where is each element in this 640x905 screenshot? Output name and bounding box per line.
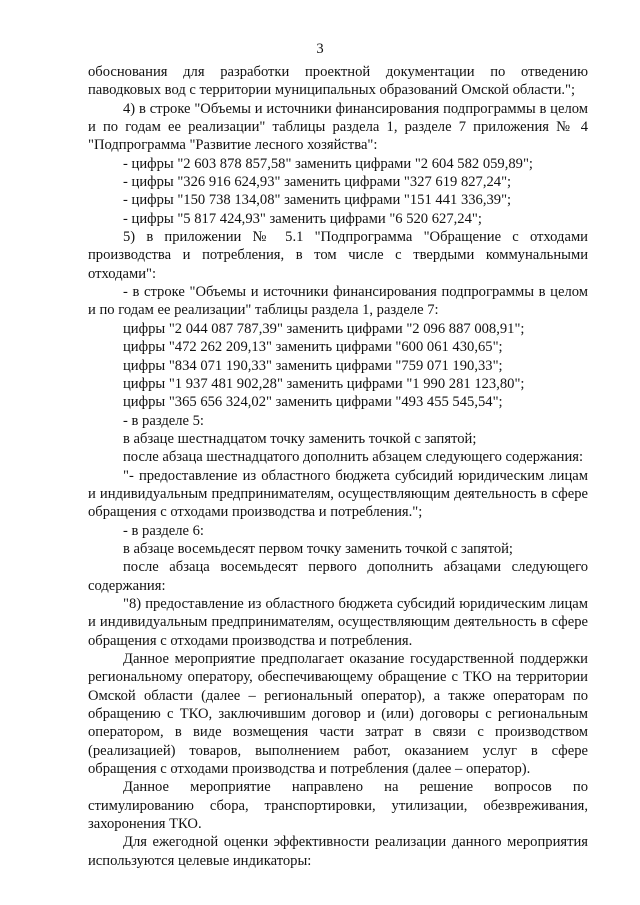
paragraph-18: - в разделе 6: [123, 522, 204, 539]
paragraph-14: - в разделе 5: [123, 412, 204, 429]
paragraph-3: - цифры "2 603 878 857,58" заменить цифрами "2 604 582 059,89"; [123, 155, 533, 172]
paragraph-6: - цифры "5 817 424,93" заменить цифрами "6 520 627,24"; [123, 210, 482, 227]
document-body [88, 63, 588, 870]
paragraph-10: цифры "472 262 209,13" заменить цифрами "600 061 430,65"; [123, 339, 503, 356]
paragraph-19: в абзаце восемьдесят первом точку заменить точкой с запятой; [123, 540, 513, 557]
paragraph-16: после абзаца шестнадцатого дополнить абзацем следующего содержания: [123, 449, 584, 466]
paragraph-24: Для ежегодной оценки эффективности реализации данного мероприятия используются целевые индикаторы: [88, 834, 588, 869]
paragraph-15: в абзаце шестнадцатом точку заменить точкой с запятой; [123, 430, 477, 447]
paragraph-5: - цифры "150 738 134,08" заменить цифрами "151 441 336,39"; [123, 192, 512, 209]
paragraph-13: цифры "365 656 324,02" заменить цифрами "493 455 545,54"; [123, 394, 503, 411]
paragraph-11: цифры "834 071 190,33" заменить цифрами "759 071 190,33"; [123, 357, 503, 374]
paragraph-4: - цифры "326 916 624,93" заменить цифрами "327 619 827,24"; [123, 174, 512, 191]
paragraph-1: обоснования для разработки проектной документации по отведению паводковых вод с территории муниципальных образований Омской области."; [88, 64, 588, 99]
paragraph-23: Данное мероприятие направлено на решение вопросов по стимулированию сбора, транспортировки, утилизации, обезвреживания, захоронения ТКО. [88, 779, 588, 833]
paragraph-7: 5) в приложении № 5.1 "Подпрограмма "Обращение с отходами производства и потребления, в том числе с твердыми коммунальными отходами": [88, 229, 588, 282]
paragraph-8: - в строке "Объемы и источники финансирования подпрограммы в целом и по годам ее реализации" таблицы раздела 1, разделе 7: [88, 284, 588, 319]
paragraph-22: Данное мероприятие предполагает оказание государственной поддержки региональному оператору, обеспечивающему обращение с ТКО на территории Омской области (далее – региональный оператор), а также операторам по обращению с ТКО, заключившим договор и (или) договоры с региональным оператором, в виде возмещения части затрат в связи с производством (реализацией) товаров, выполнением работ, оказанием услуг в сфере обращения с отходами производства и потребления (далее – оператор). [88, 651, 588, 778]
paragraph-17: "- предоставление из областного бюджета субсидий юридическим лицам и индивидуальным предпринимателям, осуществляющим деятельность в сфере обращения с отходами производства и потребления."; [88, 467, 588, 521]
page-number: 3 [316, 41, 324, 57]
paragraph-21: "8) предоставление из областного бюджета субсидий юридическим лицам и индивидуальным предпринимателям, осуществляющим деятельность в сфере обращения с отходами производства и потребления. [88, 595, 588, 649]
paragraph-2: 4) в строке "Объемы и источники финансирования подпрограммы в целом и по годам ее реализации" таблицы раздела 1, разделе 7 приложения № 4 "Подпрограмма "Развитие лесного хозяйства": [88, 100, 588, 154]
paragraph-9: цифры "2 044 087 787,39" заменить цифрами "2 096 887 008,91"; [123, 320, 525, 337]
paragraph-20: после абзаца восемьдесят первого дополнить абзацами следующего содержания: [88, 559, 588, 594]
paragraph-12: цифры "1 937 481 902,28" заменить цифрами "1 990 281 123,80"; [123, 375, 525, 392]
